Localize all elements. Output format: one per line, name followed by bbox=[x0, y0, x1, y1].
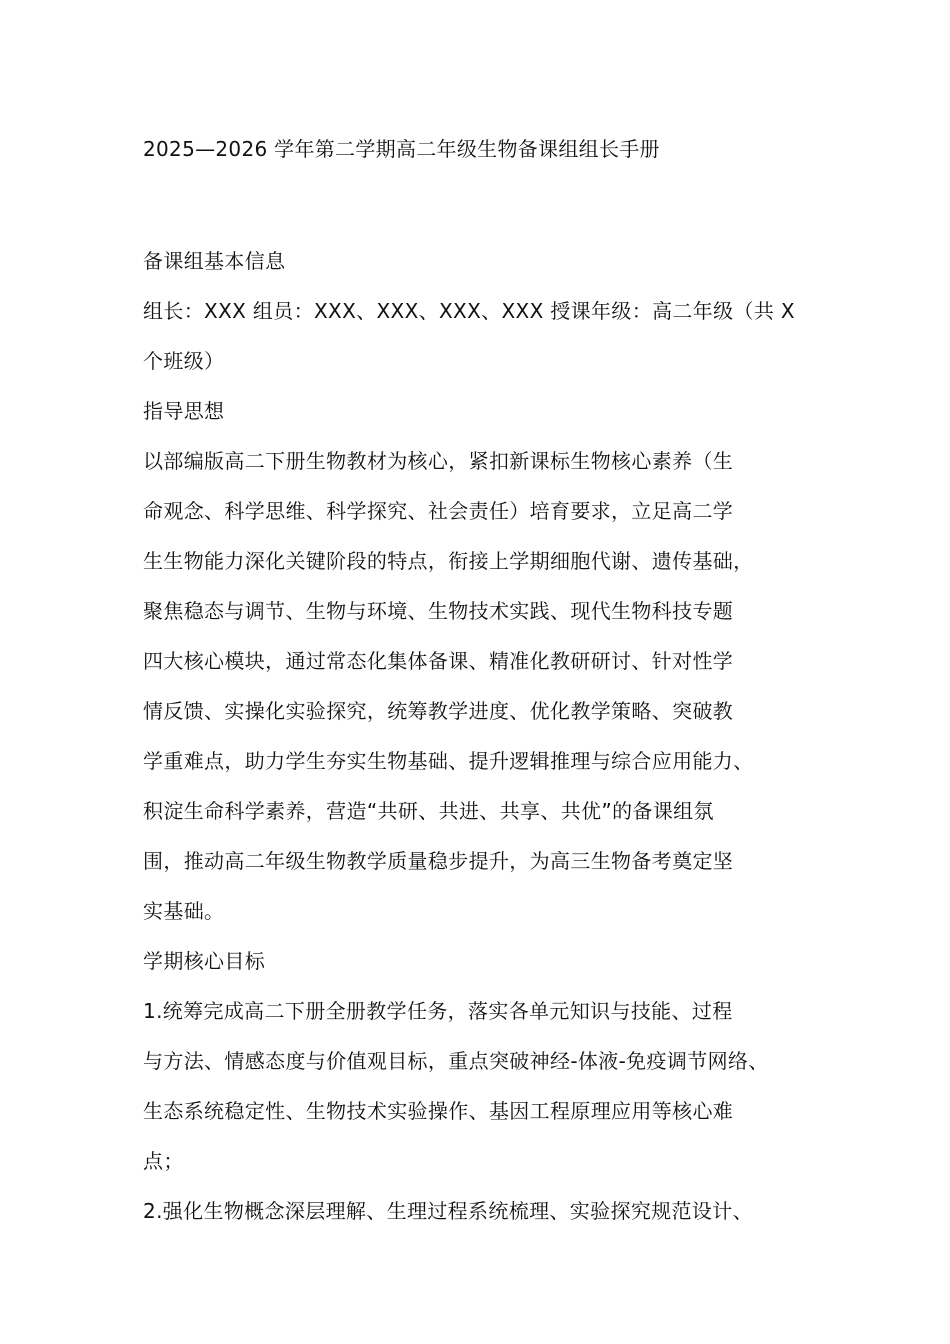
paragraph-line: 情反馈、实操化实验探究，统筹教学进度、优化教学策略、突破教 bbox=[143, 699, 734, 723]
paragraph-line: 命观念、科学思维、科学探究、社会责任）培育要求，立足高二学 bbox=[143, 499, 734, 523]
paragraph-line: 以部编版高二下册生物教材为核心，紧扣新课标生物核心素养（生 bbox=[143, 449, 734, 473]
paragraph-line: 四大核心模块，通过常态化集体备课、精准化教研研讨、针对性学 bbox=[143, 649, 734, 673]
paragraph-line: 聚焦稳态与调节、生物与环境、生物技术实践、现代生物科技专题 bbox=[143, 599, 734, 623]
paragraph-line: 点； bbox=[143, 1149, 184, 1173]
paragraph-line: 2.强化生物概念深层理解、生理过程系统梳理、实验探究规范设计、 bbox=[143, 1199, 753, 1223]
paragraph-line: 实基础。 bbox=[143, 899, 225, 923]
paragraph-line: 积淀生命科学素养，营造“共研、共进、共享、共优”的备课组氛 bbox=[143, 799, 714, 823]
document-title: 2025—2026 学年第二学期高二年级生物备课组组长手册 bbox=[143, 137, 660, 161]
section-heading-basic-info: 备课组基本信息 bbox=[143, 249, 286, 273]
paragraph-line: 生态系统稳定性、生物技术实验操作、基因工程原理应用等核心难 bbox=[143, 1099, 734, 1123]
paragraph-line: 学重难点，助力学生夯实生物基础、提升逻辑推理与综合应用能力、 bbox=[143, 749, 754, 773]
document-body bbox=[143, 132, 833, 1236]
paragraph-line: 1.统筹完成高二下册全册教学任务，落实各单元知识与技能、过程 bbox=[143, 999, 733, 1023]
paragraph-line: 组长：XXX 组员：XXX、XXX、XXX、XXX 授课年级：高二年级（共 X bbox=[143, 299, 795, 323]
paragraph-line: 个班级） bbox=[143, 349, 225, 373]
paragraph-line: 与方法、情感态度与价值观目标，重点突破神经-体液-免疫调节网络、 bbox=[143, 1049, 769, 1073]
paragraph-line: 围，推动高二年级生物教学质量稳步提升，为高三生物备考奠定坚 bbox=[143, 849, 734, 873]
section-heading-guiding-ideology: 指导思想 bbox=[143, 399, 225, 423]
section-heading-semester-goals: 学期核心目标 bbox=[143, 949, 266, 973]
paragraph-line: 生生物能力深化关键阶段的特点，衔接上学期细胞代谢、遗传基础， bbox=[143, 549, 754, 573]
